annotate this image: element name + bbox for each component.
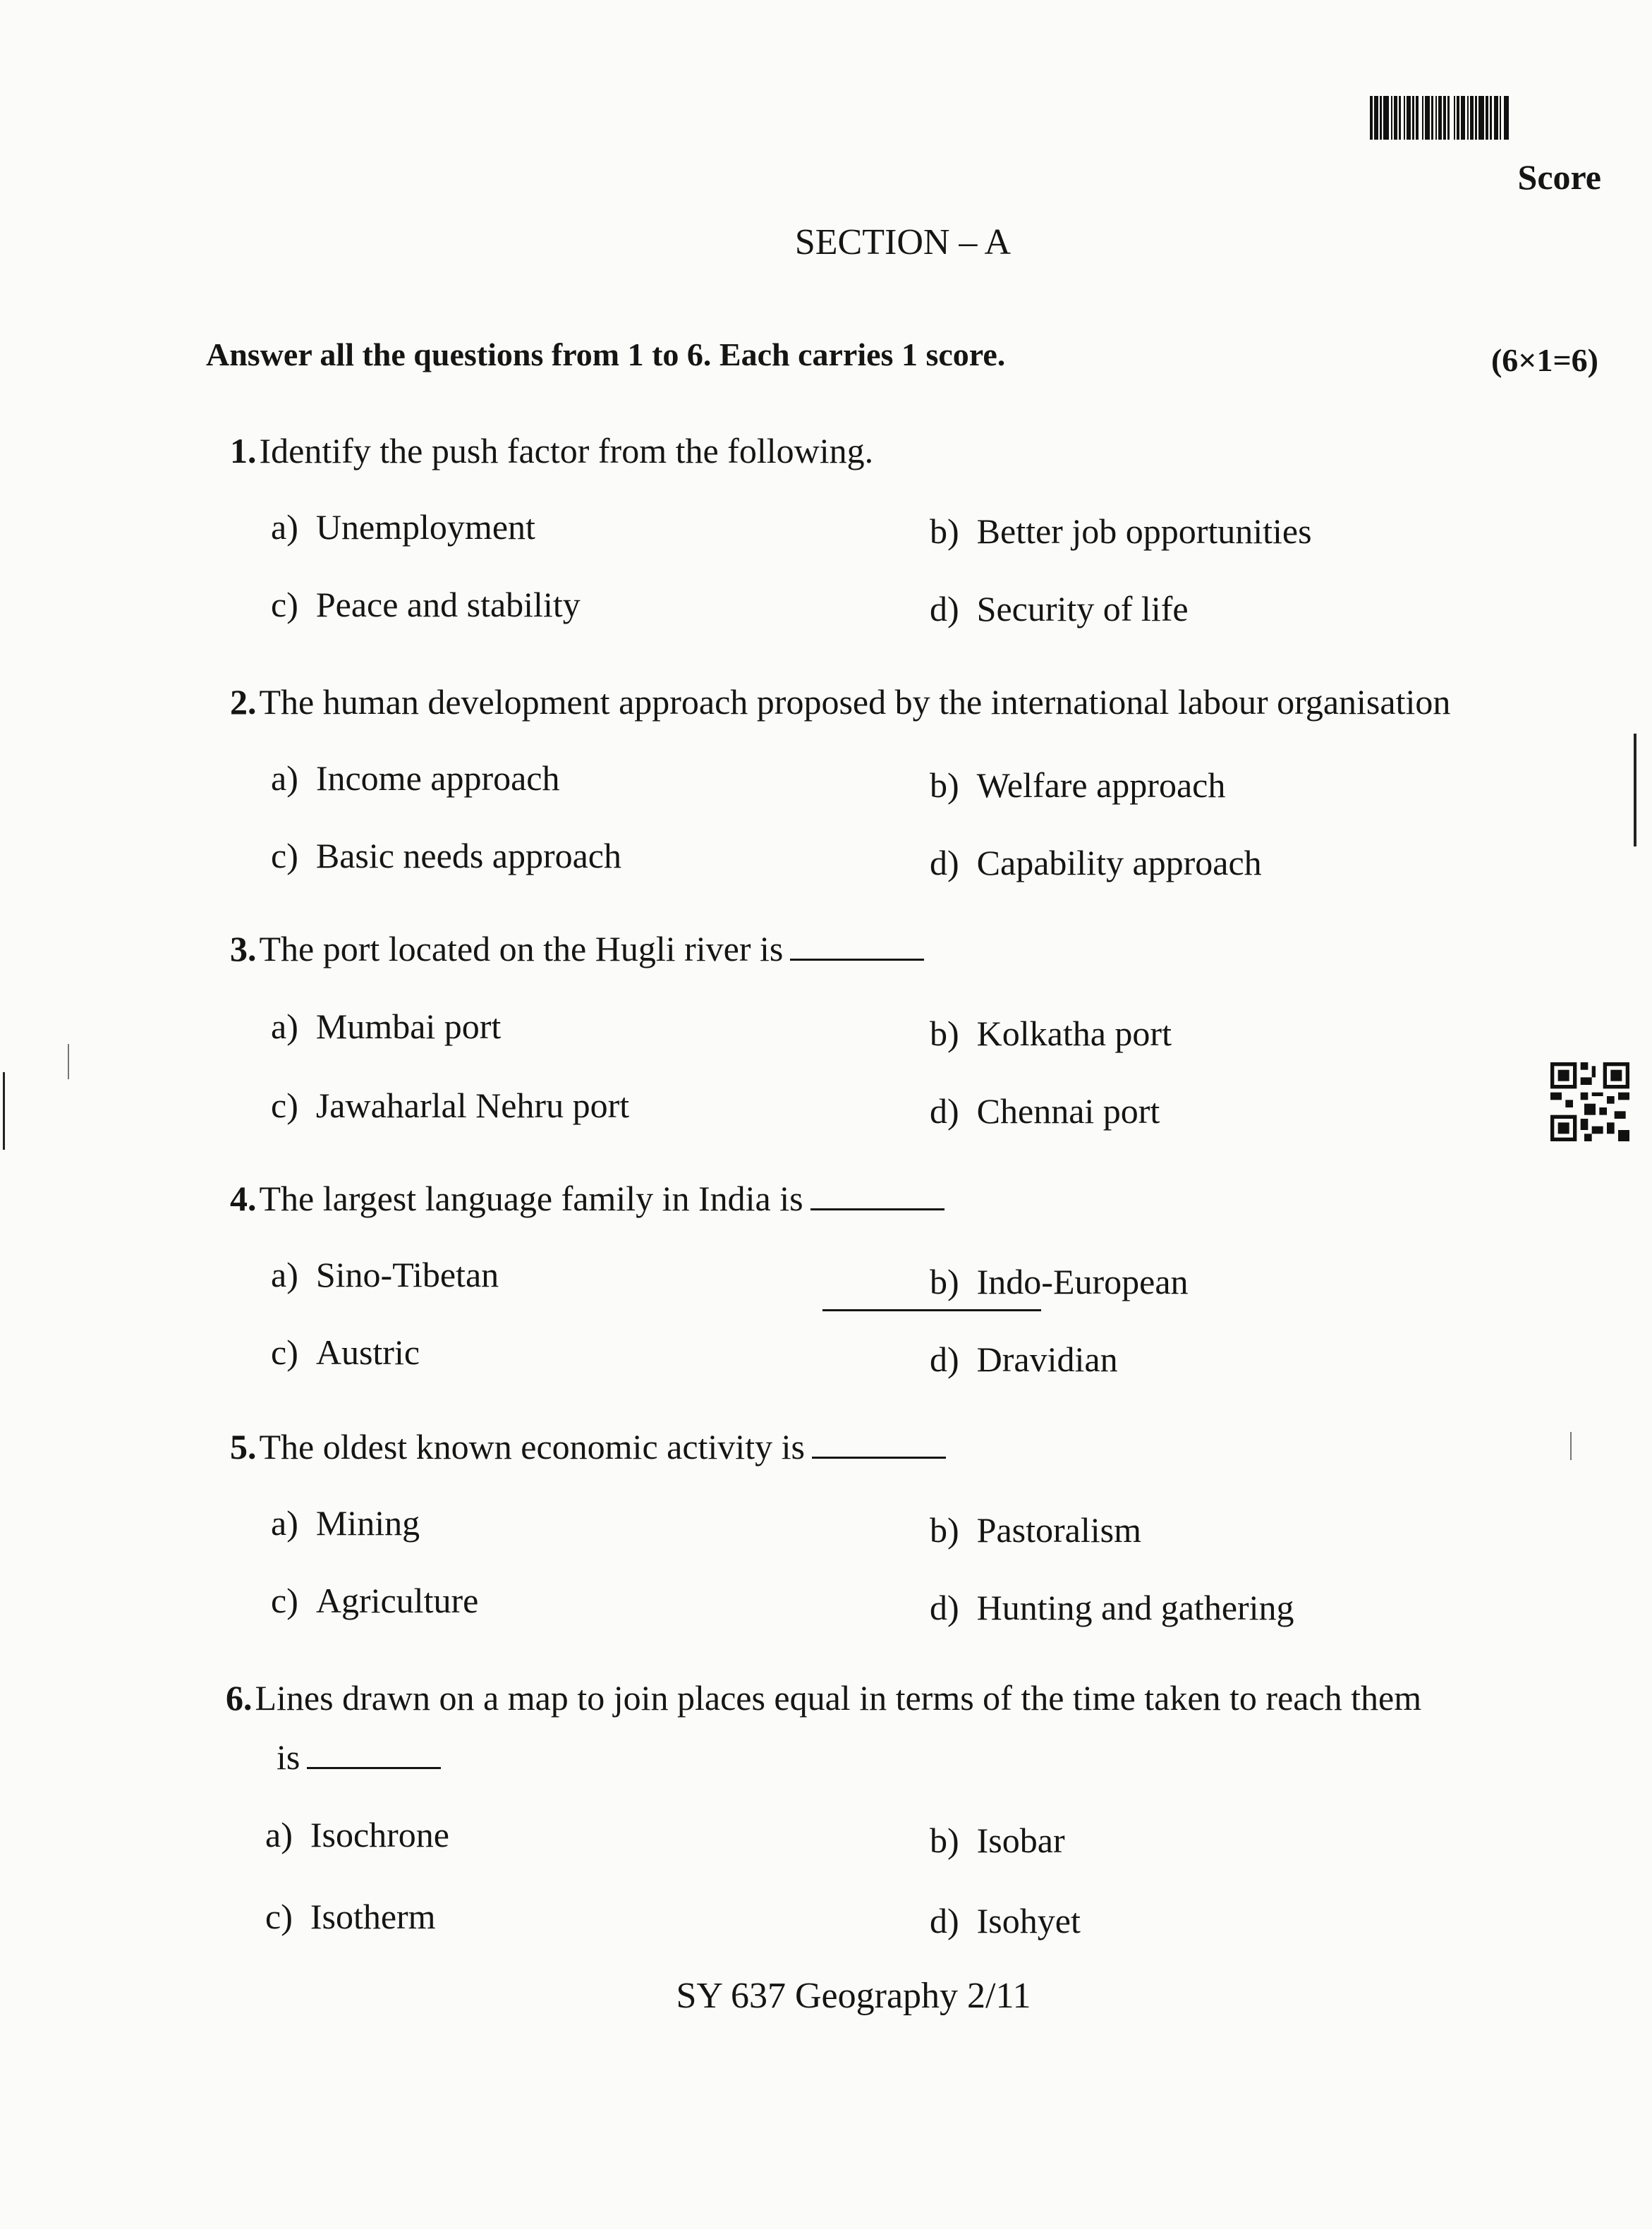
option-1d: d) Security of life <box>930 589 1189 628</box>
answer-blank <box>810 1208 945 1210</box>
option-6d: d) Isohyet <box>930 1901 1081 1940</box>
question-4 <box>230 1178 945 1219</box>
option-3c: c) Jawaharlal Nehru port <box>271 1086 630 1125</box>
option-1b: b) Better job opportunities <box>930 511 1312 551</box>
option-2c: c) Basic needs approach <box>271 836 621 875</box>
option-3d: d) Chennai port <box>930 1091 1160 1131</box>
barcode <box>1370 96 1601 140</box>
underline-mark <box>822 1309 1041 1311</box>
question-text: The oldest known economic activity is <box>259 1427 805 1466</box>
question-number: 2. <box>230 682 257 722</box>
section-title: SECTION – A <box>794 222 1012 262</box>
option-4b: b) Indo-European <box>930 1262 1189 1301</box>
qr-code-icon <box>1550 1062 1629 1141</box>
option-2b: b) Welfare approach <box>930 765 1226 805</box>
question-text: The human development approach proposed by the international labour organisation <box>259 682 1451 722</box>
barcode-bar <box>1425 96 1430 140</box>
scan-mark <box>68 1044 69 1079</box>
question-5 <box>230 1426 946 1467</box>
option-4a: a) Sino-Tibetan <box>271 1255 499 1294</box>
question-number: 1. <box>230 431 257 470</box>
page-footer: SY 637 Geography 2/11 <box>676 1976 1031 2016</box>
scan-mark <box>1570 1432 1572 1460</box>
option-2a: a) Income approach <box>271 758 560 798</box>
option-2d: d) Capability approach <box>930 843 1262 882</box>
option-6b: b) Isobar <box>930 1821 1065 1860</box>
barcode-bar <box>1478 96 1484 140</box>
question-number: 3. <box>230 929 257 968</box>
option-4d: d) Dravidian <box>930 1340 1118 1379</box>
option-5b: b) Pastoralism <box>930 1510 1141 1550</box>
answer-blank <box>307 1766 441 1769</box>
question-1 <box>230 430 873 471</box>
option-3b: b) Kolkatha port <box>930 1014 1172 1053</box>
question-text: Identify the push factor from the following. <box>259 431 874 470</box>
option-5d: d) Hunting and gathering <box>930 1588 1294 1627</box>
option-5a: a) Mining <box>271 1503 420 1543</box>
option-4c: c) Austric <box>271 1332 420 1372</box>
question-text: Lines drawn on a map to join places equal in terms of the time taken to reach them <box>255 1678 1422 1718</box>
question-number: 5. <box>230 1427 257 1466</box>
barcode-bar <box>1504 96 1509 140</box>
question-number: 4. <box>230 1179 257 1218</box>
option-3a: a) Mumbai port <box>271 1007 502 1046</box>
total-marks: (6×1=6) <box>1490 342 1598 378</box>
option-6a: a) Isochrone <box>265 1815 449 1854</box>
question-6-continuation: is <box>277 1737 441 1778</box>
answer-blank <box>812 1456 946 1459</box>
option-1a: a) Unemployment <box>271 507 535 547</box>
question-6 <box>226 1677 1421 1718</box>
scan-mark <box>1634 734 1636 846</box>
barcode-bar <box>1509 96 1510 140</box>
option-5c: c) Agriculture <box>271 1581 479 1620</box>
answer-blank <box>790 958 924 961</box>
barcode-bar <box>1383 96 1389 140</box>
question-3 <box>230 928 924 969</box>
question-text: The largest language family in India is <box>259 1179 803 1218</box>
instruction: Answer all the questions from 1 to 6. Each carries 1 score. <box>206 336 1006 372</box>
question-2 <box>230 681 1450 722</box>
question-number: 6. <box>226 1678 253 1718</box>
option-1c: c) Peace and stability <box>271 585 581 624</box>
scan-mark <box>3 1072 5 1150</box>
question-text: The port located on the Hugli river is <box>259 929 784 968</box>
option-6c: c) Isotherm <box>265 1897 436 1936</box>
score-label: Score <box>1517 157 1601 197</box>
